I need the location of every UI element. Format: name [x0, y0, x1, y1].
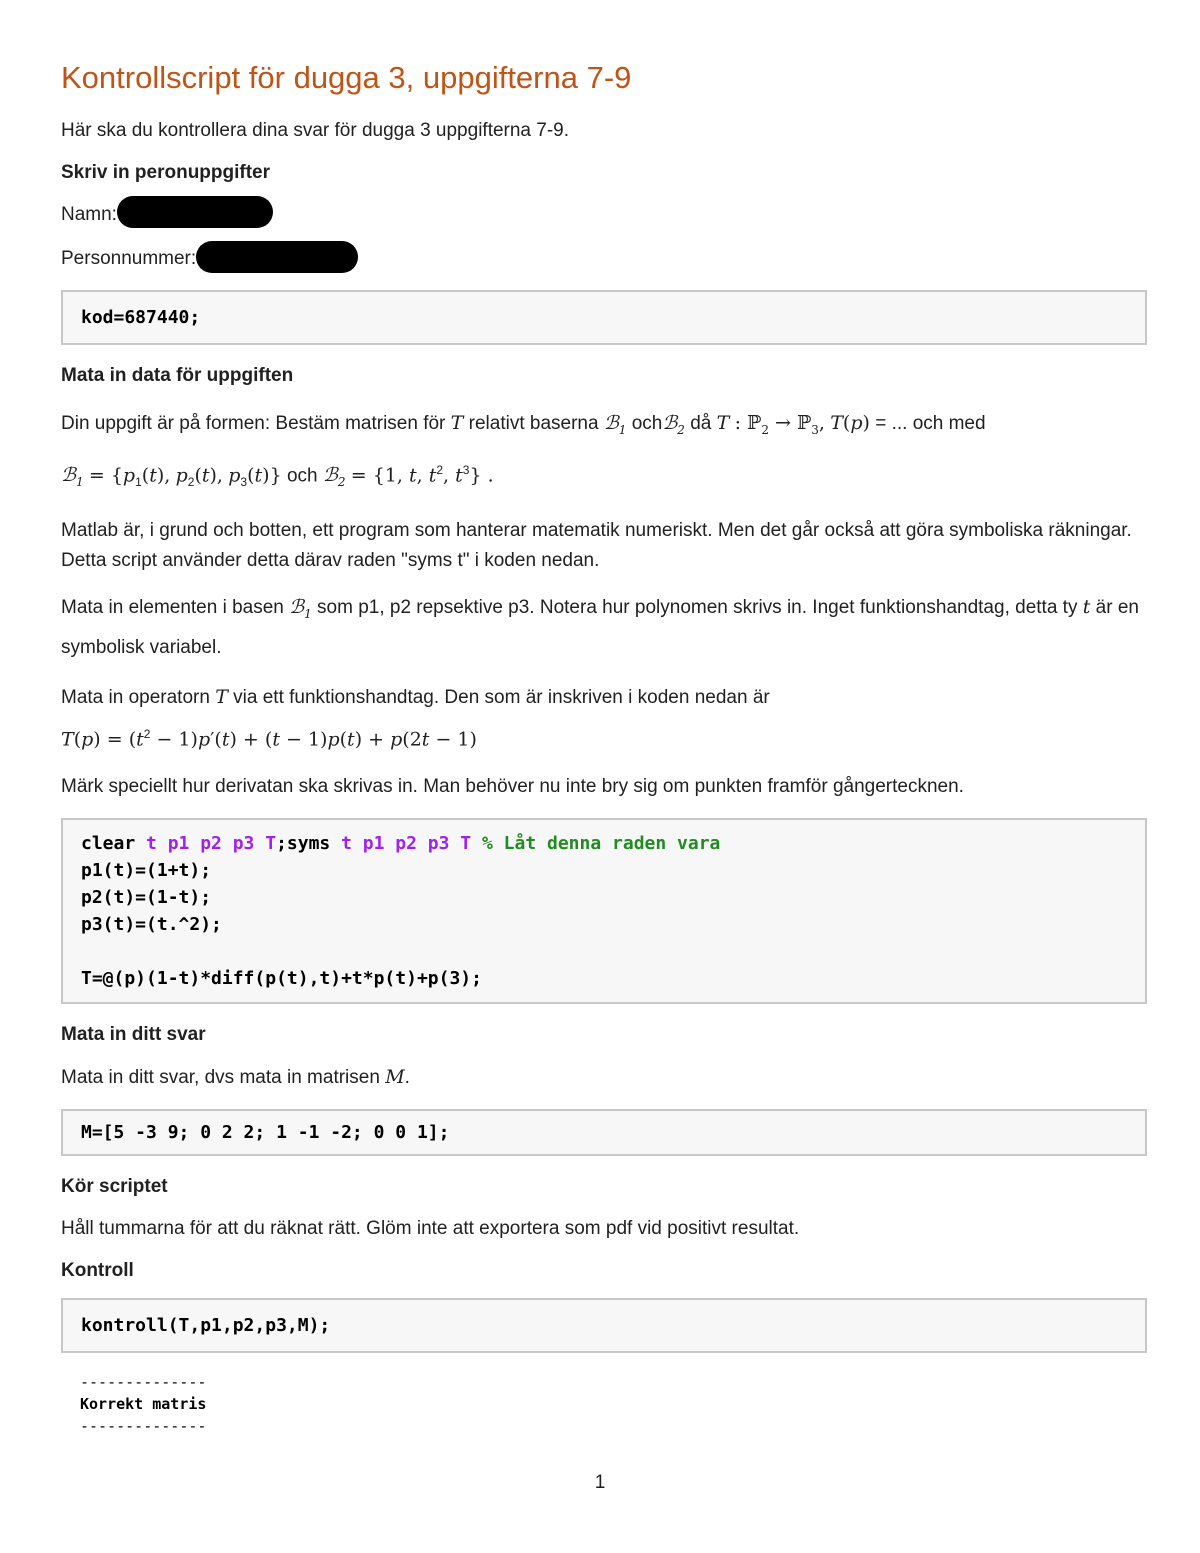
pnr-row — [61, 244, 1147, 274]
intro-text: Här ska du kontrollera dina svar för dugga 3 uppgifterna 7-9. — [61, 120, 570, 141]
redacted-pnr — [196, 241, 358, 273]
run-heading: Kör scriptet — [61, 1176, 168, 1198]
control-heading: Kontroll — [61, 1260, 134, 1282]
run-text: Håll tummarna för att du räknat rätt. Glöm inte att exportera som pdf vid positivt resultat. — [61, 1218, 800, 1240]
matlab-text: Matlab är, i grund och botten, ett program som hanterar matematik numeriskt. Men det går också att göra symboliska räkningar. Detta script använder detta därav raden "syms t" i koden nedan. — [61, 519, 1132, 571]
main-code-box[interactable]: clear t p1 p2 p3 T;syms t p1 p2 p3 T % Låt denna raden vara p1(t)=(1+t); p2(t)=(1-t); p3(t)=(t.^2); T=@(p)(1-t)*diff(p(t),t)+t*p(t)+p(3); — [61, 818, 1147, 1004]
script-output: -------------- Korrekt matris -------------- — [80, 1373, 207, 1436]
pnr-label: Personnummer: — [61, 248, 197, 269]
control-code: kontroll(T,p1,p2,p3,M); — [81, 1315, 331, 1337]
name-label: Namn: — [61, 204, 117, 225]
answer-code-box[interactable] — [61, 1109, 1147, 1156]
answer-text: Mata in ditt svar, dvs mata in matrisen M. — [61, 1066, 410, 1089]
data-heading: Mata in data för uppgiften — [61, 365, 294, 386]
page-title: Kontrollscript för dugga 3, uppgifterna 7-9 — [61, 60, 632, 95]
operator-text: Mata in operatorn T via ett funktionshandtag. Den som är inskriven i koden nedan är $T(p) = (t^2 - 1)p'(t) + (t - 1)p(t) + p(2t - 1)$ — [61, 685, 770, 751]
operator-formula: T — [61, 728, 74, 751]
task-description: Din uppgift är på formen: Bestäm matrisen för T relativt baserna ℬ$_1$ ochℬ$_2$ då T : ℙ$_2$ → ℙ$_3$, T(p) = ... och med ℬ$_1$ = {$p_1(t)$, $p_2(t)$, $p_3(t)$} och ℬ$_2$ = {1, t, $t^2$, $t^3$} . — [61, 412, 986, 489]
person-heading: Skriv in peronuppgifter — [61, 162, 271, 183]
control-code-box[interactable] — [61, 1298, 1147, 1353]
name-row — [61, 200, 1147, 230]
derivative-text: Märk speciellt hur derivatan ska skrivas in. Man behöver nu inte bry sig om punkten framför gångertecknen. — [61, 776, 964, 798]
kod-code: kod=687440; — [81, 307, 201, 328]
answer-code: M=[5 -3 9; 0 2 2; 1 -1 -2; 0 0 1]; — [81, 1122, 450, 1144]
page-number: 1 — [594, 1472, 606, 1493]
answer-heading: Mata in ditt svar — [61, 1024, 206, 1046]
redacted-name — [117, 196, 273, 228]
kod-code-box[interactable] — [61, 290, 1147, 345]
basis-text: Mata in elementen i basen ℬ$_1$ som p1, p2 repsektive p3. Notera hur polynomen skrivs in. Inget funktionshandtag, detta ty t är en symbolisk variabel. — [61, 595, 1139, 658]
document-page — [61, 58, 1147, 1437]
